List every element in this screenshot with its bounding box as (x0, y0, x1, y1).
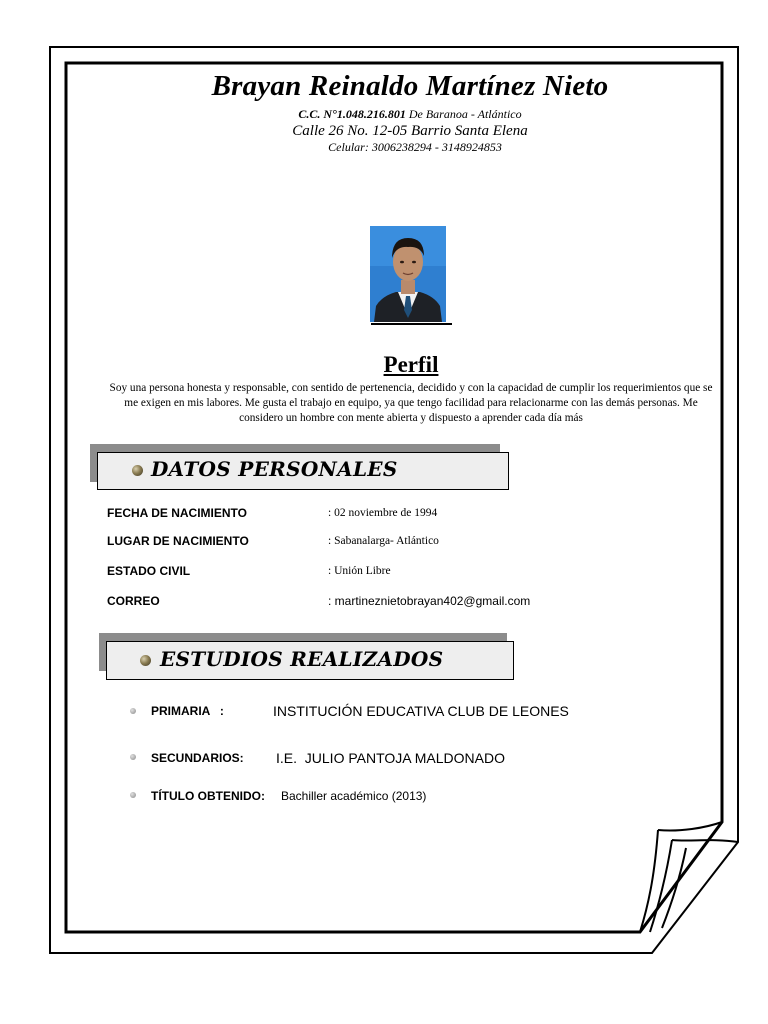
perfil-title: Perfil (383, 352, 439, 377)
dp-label-correo: CORREO (107, 594, 160, 608)
id-line (0, 107, 768, 122)
datos-title: DATOS PERSONALES (151, 457, 398, 481)
ed-label-secundarios: SECUNDARIOS: (151, 751, 244, 765)
dp-value-lugar: : Sabanalarga- Atlántico (328, 535, 439, 547)
estudios-bullet-icon (140, 655, 151, 666)
estudios-item-bullet-icon (130, 792, 136, 798)
dp-value-fecha: : 02 noviembre de 1994 (328, 507, 438, 519)
dp-value-correo: : martineznietobrayan402@gmail.com (328, 594, 531, 608)
ed-label-primaria: PRIMARIA : (151, 704, 224, 718)
estudios-item-bullet-icon (130, 708, 136, 714)
id-number: C.C. N°1.048.216.801 (298, 107, 406, 121)
estudios-title: ESTUDIOS REALIZADOS (160, 647, 444, 671)
ed-value-primaria: INSTITUCIÓN EDUCATIVA CLUB DE LEONES (273, 703, 569, 719)
ed-label-titulo: TÍTULO OBTENIDO: (151, 789, 265, 803)
dp-label-fecha: FECHA DE NACIMIENTO (107, 506, 248, 520)
estudios-item-bullet-icon (130, 754, 136, 760)
ed-value-titulo: Bachiller académico (2013) (281, 789, 427, 803)
dp-label-lugar: LUGAR DE NACIMIENTO (107, 534, 249, 548)
id-place: De Baranoa - Atlántico (405, 107, 522, 121)
candidate-name: Brayan Reinaldo Martínez Nieto (211, 70, 609, 102)
ed-value-secundarios: I.E. JULIO PANTOJA MALDONADO (276, 750, 505, 766)
address: Calle 26 No. 12-05 Barrio Santa Elena (292, 123, 528, 139)
datos-bullet-icon (132, 465, 143, 476)
profile-photo (370, 226, 446, 322)
dp-value-estado: : Unión Libre (328, 565, 391, 577)
photo-underline (371, 323, 452, 325)
phone: Celular: 3006238294 - 3148924853 (328, 140, 502, 154)
perfil-text: Soy una persona honesta y responsable, con sentido de pertenencia, decidido y con la capacidad de cumplir los requerimientos que se me exigen en mis labores. Me gusta el trabajo en equipo, ya que tengo facilidad para relacionarme con las demás personas. Me considero un hombre con mente abierta y dispuesto a aprender cada día más (109, 382, 713, 424)
dp-label-estado: ESTADO CIVIL (107, 564, 191, 578)
